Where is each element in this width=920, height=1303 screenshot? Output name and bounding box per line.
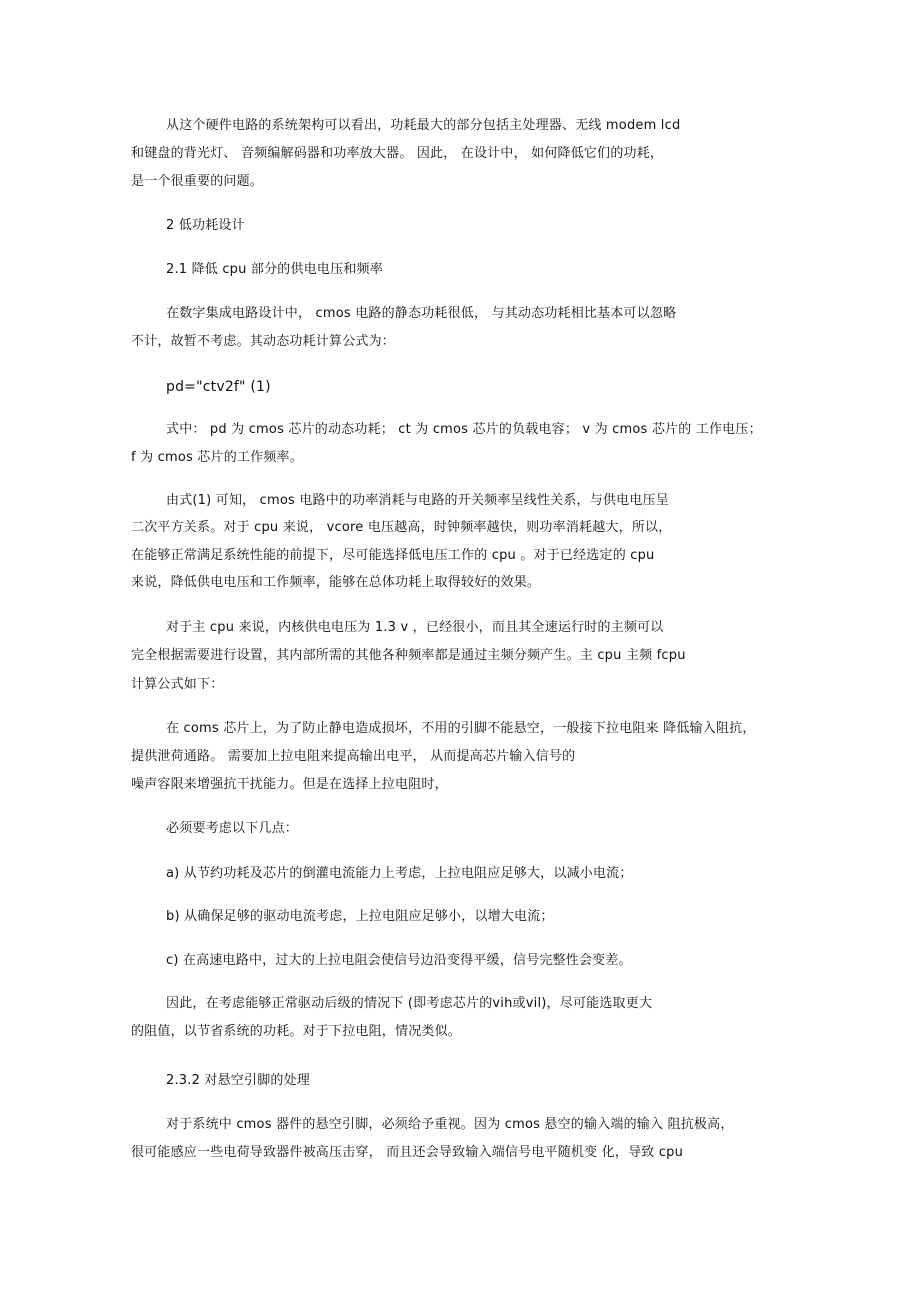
paragraph-line: 不计，故暂不考虑。其动态功耗计算公式为： <box>131 334 396 349</box>
subsection-heading: 2.3.2 对悬空引脚的处理 <box>166 1073 311 1088</box>
paragraph-line: 来说，降低供电电压和工作频率，能够在总体功耗上取得较好的效果。 <box>131 575 541 590</box>
paragraph-line: 对于主 cpu 来说，内核供电电压为 1.3 v ，已经很小，而且其全速运行时的主频可以 <box>166 620 664 635</box>
paragraph-line: 很可能感应一些电荷导致器件被高压击穿， 而且还会导致输入端信号电平随机变 化，导致 cpu <box>131 1145 684 1160</box>
paragraph-line: 计算公式如下： <box>131 677 224 692</box>
paragraph-line: 二次平方关系。对于 cpu 来说， vcore 电压越高，时钟频率越快，则功率消耗越大，所以， <box>131 520 672 535</box>
subsection-heading: 2.1 降低 cpu 部分的供电电压和频率 <box>166 262 383 277</box>
paragraph-line: 由式(1) 可知， cmos 电路中的功率消耗与电路的开关频率呈线性关系，与供电电压呈 <box>166 493 669 508</box>
paragraph-line: 的阻值，以节省系统的功耗。对于下拉电阻，情况类似。 <box>131 1024 462 1039</box>
list-item: b) 从确保足够的驱动电流考虑，上拉电阻应足够小，以增大电流； <box>166 909 554 924</box>
paragraph-line: 对于系统中 cmos 器件的悬空引脚，必须给予重视。因为 cmos 悬空的输入端的输入 阻抗极高， <box>166 1117 734 1132</box>
paragraph-line: 噪声容限来增强抗干扰能力。但是在选择上拉电阻时， <box>131 777 448 792</box>
paragraph-line: 在 coms 芯片上，为了防止静电造成损坏，不用的引脚不能悬空，一般接下拉电阻来 降低输入阻抗， <box>166 721 756 736</box>
section-heading: 2 低功耗设计 <box>166 218 245 233</box>
paragraph-line: 和键盘的背光灯、 音频编解码器和功率放大器。 因此， 在设计中， 如何降低它们的功耗， <box>131 146 664 161</box>
formula: pd="ctv2f" (1) <box>166 379 271 395</box>
paragraph-line: 是一个很重要的问题。 <box>131 174 264 189</box>
paragraph-line: 提供泄荷通路。 需要加上拉电阻来提高输出电平， 从而提高芯片输入信号的 <box>131 749 576 764</box>
list-item: c) 在高速电路中，过大的上拉电阻会使信号边沿变得平缓，信号完整性会变差。 <box>166 953 632 968</box>
paragraph-line: 完全根据需要进行设置，其内部所需的其他各种频率都是通过主频分频产生。主 cpu 主频 fcpu <box>131 648 686 663</box>
paragraph-line: f 为 cmos 芯片的工作频率。 <box>131 450 303 465</box>
paragraph-line: 在能够正常满足系统性能的前提下，尽可能选择低电压工作的 cpu 。对于已经选定的 cpu <box>131 548 655 563</box>
paragraph-line: 从这个硬件电路的系统架构可以看出，功耗最大的部分包括主处理器、无线 modem lcd <box>166 118 681 133</box>
paragraph-line: 在数字集成电路设计中， cmos 电路的静态功耗很低， 与其动态功耗相比基本可以忽略 <box>166 306 677 321</box>
list-item: a) 从节约功耗及芯片的倒灌电流能力上考虑，上拉电阻应足够大，以减小电流； <box>166 866 633 881</box>
paragraph-line: 式中： pd 为 cmos 芯片的动态功耗； ct 为 cmos 芯片的负载电容； v 为 cmos 芯片的 工作电压； <box>166 422 762 437</box>
paragraph-line: 因此，在考虑能够正常驱动后级的情况下 (即考虑芯片的vih或vil)，尽可能选取更大 <box>166 996 653 1011</box>
paragraph-line: 必须要考虑以下几点： <box>166 821 299 836</box>
